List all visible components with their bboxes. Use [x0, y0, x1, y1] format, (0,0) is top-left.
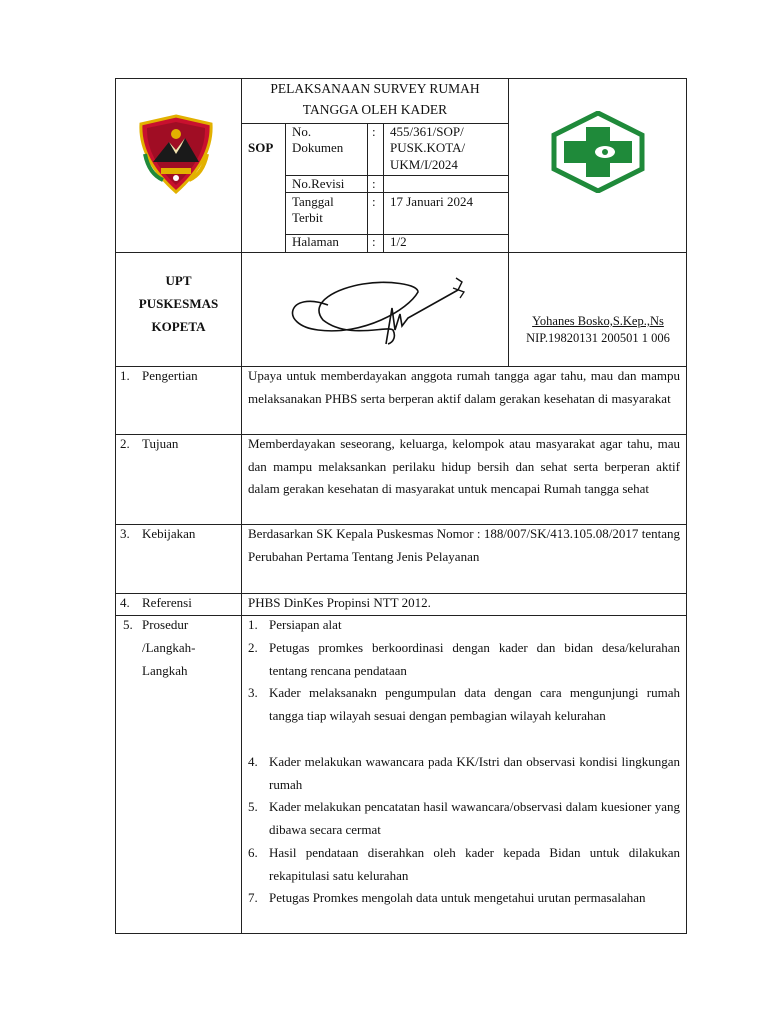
procedure-step-number: 1. [248, 617, 258, 632]
section-5-label-2: /Langkah- [142, 640, 196, 655]
section-4-number: 4. [120, 595, 130, 610]
procedure-step [248, 751, 680, 797]
procedure-step [248, 796, 680, 842]
section-5-label-3: Langkah [142, 663, 188, 678]
procedure-step-text: Kader melakukan pencatatan hasil wawancara/observasi dalam kuesioner yang dibawa secara cermat [269, 799, 680, 837]
regency-crest-icon [133, 114, 219, 194]
document-title-line-2: TANGGA OLEH KADER [302, 102, 448, 117]
procedure-step [248, 614, 680, 637]
section-5-label-1: Prosedur [142, 617, 189, 632]
section-1-label: Pengertian [142, 368, 198, 383]
procedure-step [248, 682, 680, 751]
section-3-number: 3. [120, 526, 130, 541]
section-1-number: 1. [120, 368, 130, 383]
org-line-2: PUSKESMAS [138, 296, 219, 311]
halaman-value: 1/2 [390, 234, 407, 249]
procedure-step [248, 887, 680, 933]
procedure-step-text: Kader melakukan wawancara pada KK/Istri dan observasi kondisi lingkungan rumah [269, 754, 680, 792]
halaman-label: Halaman [292, 234, 339, 249]
sop-label: SOP [248, 140, 274, 155]
halaman-colon: : [372, 234, 376, 249]
no-dokumen-label-1: No. [292, 124, 312, 139]
procedure-step [248, 637, 680, 683]
section-5-number: 5. [123, 617, 133, 632]
section-3-label: Kebijakan [142, 526, 196, 541]
section-2-label: Tujuan [142, 436, 179, 451]
procedure-step-number: 7. [248, 890, 258, 905]
section-2-text: Memberdayakan seseorang, keluarga, kelompok atau masyarakat agar tahu, mau dan mampu melaksankan perilaku hidup bersih dan sehat serta berperan aktif dalam gerakan kesehatan di masyarakat untuk mencapai Rumah tangga sehat [248, 436, 680, 497]
procedure-step-text: Kader melaksanakn pengumpulan data dengan cara mengunjungi rumah tangga tiap wilayah sesuai dengan pembagian wilayah kelurahan [269, 685, 680, 723]
section-3-text: Berdasarkan SK Kepala Puskesmas Nomor : 188/007/SK/413.105.08/2017 tentang Perubahan Pertama Tentang Jenis Pelayanan [248, 526, 680, 564]
procedure-step-number: 2. [248, 640, 258, 655]
procedure-step-text: Petugas promkes berkoordinasi dengan kader dan bidan desa/kelurahan tentang rencana pendataan [269, 640, 680, 678]
procedure-step-number: 3. [248, 685, 258, 700]
puskesmas-cross-icon [550, 111, 646, 193]
section-4-text: PHBS DinKes Propinsi NTT 2012. [248, 595, 431, 610]
procedure-step [248, 842, 680, 888]
section-1-text: Upaya untuk memberdayakan anggota rumah tangga agar tahu, mau dan mampu melaksanakan PHBS serta berperan aktif dalam gerakan kesehatan di masyarakat [248, 368, 680, 406]
procedure-step-number: 5. [248, 799, 258, 814]
procedure-step-number: 4. [248, 754, 258, 769]
no-revisi-colon: : [372, 176, 376, 191]
procedure-step-text: Persiapan alat [269, 617, 342, 632]
no-dokumen-value-2: PUSK.KOTA/ [390, 140, 466, 155]
tanggal-terbit-label-2: Terbit [292, 210, 323, 225]
tanggal-terbit-label-1: Tanggal [292, 194, 334, 209]
no-dokumen-value-3: UKM/I/2024 [390, 157, 458, 172]
no-dokumen-colon: : [372, 124, 376, 139]
no-dokumen-value-1: 455/361/SOP/ [390, 124, 464, 139]
no-revisi-label: No.Revisi [292, 176, 345, 191]
tanggal-terbit-colon: : [372, 194, 376, 209]
procedure-step-text: Hasil pendataan diserahkan oleh kader kepada Bidan untuk dilakukan rekapitulasi satu kelurahan [269, 845, 680, 883]
no-dokumen-label-2: Dokumen [292, 140, 344, 155]
handwritten-signature [268, 270, 473, 362]
document-title-line-1: PELAKSANAAN SURVEY RUMAH [270, 81, 480, 96]
org-line-3: KOPETA [151, 319, 206, 334]
org-line-1: UPT [165, 273, 192, 288]
tanggal-terbit-value: 17 Januari 2024 [390, 194, 474, 209]
section-4-label: Referensi [142, 595, 192, 610]
signatory-name: Yohanes Bosko,S.Kep.,Ns [532, 314, 664, 328]
procedure-step-number: 6. [248, 845, 258, 860]
signatory-nip: NIP.19820131 200501 1 006 [526, 331, 670, 345]
section-2-number: 2. [120, 436, 130, 451]
procedure-step-text: Petugas Promkes mengolah data untuk mengetahui urutan permasalahan [269, 890, 646, 905]
